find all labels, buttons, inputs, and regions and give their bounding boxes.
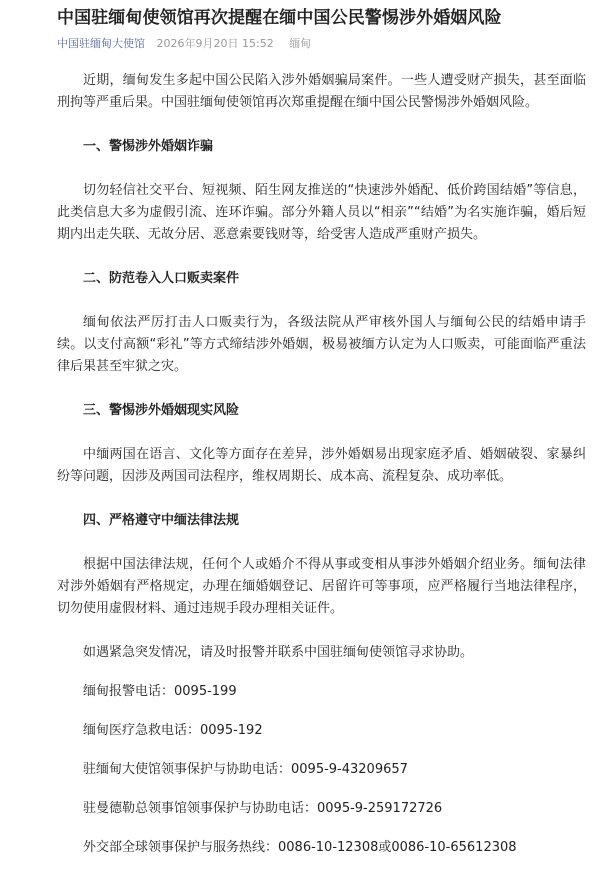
section-text-1: 切勿轻信社交平台、短视频、陌生网友推送的“快速涉外婚配、低价跨国结婚”等信息，此类信息大多为虚假引流、连环诈骗。部分外籍人员以“相亲”“结婚”为名实施诈骗，婚后短期内出走失联、无故分居、恶意索要钱财等，给受害人造成严重财产损失。	[57, 183, 586, 242]
account-name-link[interactable]: 中国驻缅甸大使馆	[57, 37, 145, 50]
emergency-note: 如遇紧急突发情况，请及时报警并联系中国驻缅甸使领馆寻求协助。	[83, 645, 474, 660]
contact-line: 缅甸医疗急救电话：0095-192	[83, 723, 263, 738]
contact-line: 外交部全球领事保护与服务热线：0086-10-12308或0086-10-65612308	[83, 840, 517, 855]
section-heading-2: 二、防范卷入人口贩卖案件	[83, 271, 240, 286]
section-heading-4: 四、严格遵守中缅法律法规	[83, 513, 240, 528]
article-title: 中国驻缅甸使领馆再次提醒在缅中国公民警惕涉外婚姻风险	[57, 8, 502, 28]
contact-line: 驻缅甸大使馆领事保护与协助电话：0095-9-43209657	[83, 762, 408, 777]
section-text-4: 根据中国法律法规，任何个人或婚介不得从事或变相从事涉外婚姻介绍业务。缅甸法律对涉外婚姻有严格规定，办理在缅婚姻登记、居留许可等事项，应严格履行当地法律程序，切勿使用虚假材料、通过违规手段办理相关证件。	[57, 557, 586, 616]
intro-paragraph: 近期，缅甸发生多起中国公民陷入涉外婚姻骗局案件。一些人遭受财产损失，甚至面临刑拘等严重后果。中国驻缅甸使领馆再次郑重提醒在缅中国公民警惕涉外婚姻风险。	[57, 73, 586, 110]
section-text-3: 中缅两国在语言、文化等方面存在差异，涉外婚姻易出现家庭矛盾、婚姻破裂、家暴纠纷等问题，因涉及两国司法程序，维权周期长、成本高、流程复杂、成功率低。	[57, 447, 586, 484]
article-body	[57, 70, 586, 876]
section-text-2: 缅甸依法严厉打击人口贩卖行为，各级法院从严审核外国人与缅甸公民的结婚申请手续。以支付高额“彩礼”等方式缔结涉外婚姻，极易被缅方认定为人口贩卖，可能面临严重法律后果甚至牢狱之灾。	[57, 315, 586, 374]
contact-line: 驻曼德勒总领事馆领事保护与协助电话：0095-9-259172726	[83, 801, 443, 816]
publish-date: 2026年9月20日 15:52	[156, 37, 274, 50]
contact-line: 缅甸报警电话：0095-199	[83, 684, 237, 699]
section-heading-1: 一、警惕涉外婚姻诈骗	[83, 139, 214, 154]
section-heading-3: 三、警惕涉外婚姻现实风险	[83, 403, 240, 418]
article-meta	[57, 37, 311, 51]
publish-location: 缅甸	[289, 37, 312, 50]
